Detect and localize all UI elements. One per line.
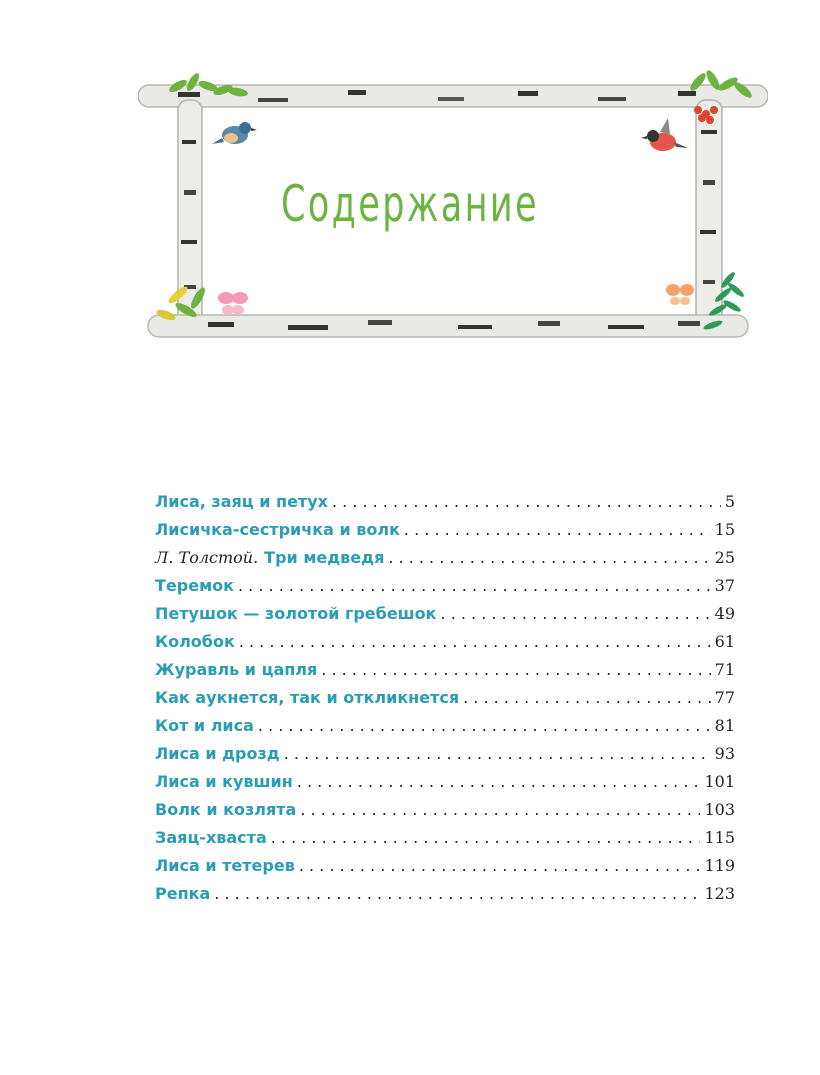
toc-entry[interactable] [155,740,735,768]
toc-entry[interactable] [155,600,735,628]
toc-entry-author: Л. Толстой. [155,548,259,567]
toc-entry-page: 103 [704,800,735,819]
toc-entry[interactable] [155,572,735,600]
toc-entry-page: 101 [704,772,735,791]
toc-entry-page: 115 [704,828,735,847]
toc-leader-dots [214,880,700,908]
toc-leader-dots [299,852,701,880]
toc-entry[interactable] [155,796,735,824]
toc-entry-page: 119 [704,856,735,875]
toc-entry[interactable] [155,712,735,740]
toc-entry-page: 81 [714,716,735,735]
toc-entry-title: Лиса и тетерев [155,856,295,875]
bottom-birch-log [148,315,748,337]
toc-leader-dots [404,516,711,544]
toc-leader-dots [284,740,711,768]
toc-leader-dots [441,600,711,628]
toc-entry[interactable] [155,852,735,880]
toc-entry-page: 77 [714,688,735,707]
toc-entry-title: Лиса и дрозд [155,744,280,763]
toc-entry-page: 15 [714,520,735,539]
toc-entry-title: Три медведя [264,548,385,567]
toc-entry-page: 71 [714,660,735,679]
toc-leader-dots [297,768,701,796]
toc-leader-dots [463,684,711,712]
toc-entry-page: 61 [714,632,735,651]
toc-entry[interactable] [155,488,735,516]
toc-entry[interactable] [155,684,735,712]
toc-entry-title: Как аукнется, так и откликнется [155,688,460,707]
toc-leader-dots [388,544,710,572]
toc-leader-dots [258,712,711,740]
toc-entry-page: 5 [724,492,735,511]
toc-entry-title: Лиса и кувшин [155,772,293,791]
toc-entry-title: Волк и козлята [155,800,297,819]
toc-entry-page: 93 [714,744,735,763]
toc-entry[interactable] [155,824,735,852]
toc-leader-dots [238,572,711,600]
table-of-contents [155,488,735,908]
toc-entry-title: Репка [155,884,211,903]
toc-entry-title: Лиса, заяц и петух [155,492,328,511]
toc-entry-title: Колобок [155,632,235,651]
toc-leader-dots [300,796,700,824]
toc-entry[interactable] [155,880,735,908]
contents-heading: Содержание [281,175,539,233]
toc-entry-page: 123 [704,884,735,903]
toc-entry-title: Лисичка-сестричка и волк [155,520,400,539]
bird-left-icon [212,122,257,144]
butterfly-left-icon [218,292,248,315]
toc-entry[interactable] [155,768,735,796]
toc-entry-title: Заяц-хваста [155,828,267,847]
toc-entry[interactable] [155,544,735,572]
toc-entry-title: Журавль и цапля [155,660,318,679]
toc-leader-dots [321,656,710,684]
toc-leader-dots [239,628,711,656]
toc-entry[interactable] [155,628,735,656]
toc-entry-page: 25 [714,548,735,567]
toc-entry[interactable] [155,516,735,544]
bullfinch-bird-icon [641,118,688,151]
toc-leader-dots [332,488,721,516]
toc-entry-page: 37 [714,576,735,595]
toc-leader-dots [271,824,701,852]
toc-entry-title: Кот и лиса [155,716,254,735]
toc-entry[interactable] [155,656,735,684]
toc-entry-title: Петушок — золотой гребешок [155,604,437,623]
toc-entry-title: Теремок [155,576,234,595]
toc-entry-page: 49 [714,604,735,623]
butterfly-right-icon [666,284,694,305]
